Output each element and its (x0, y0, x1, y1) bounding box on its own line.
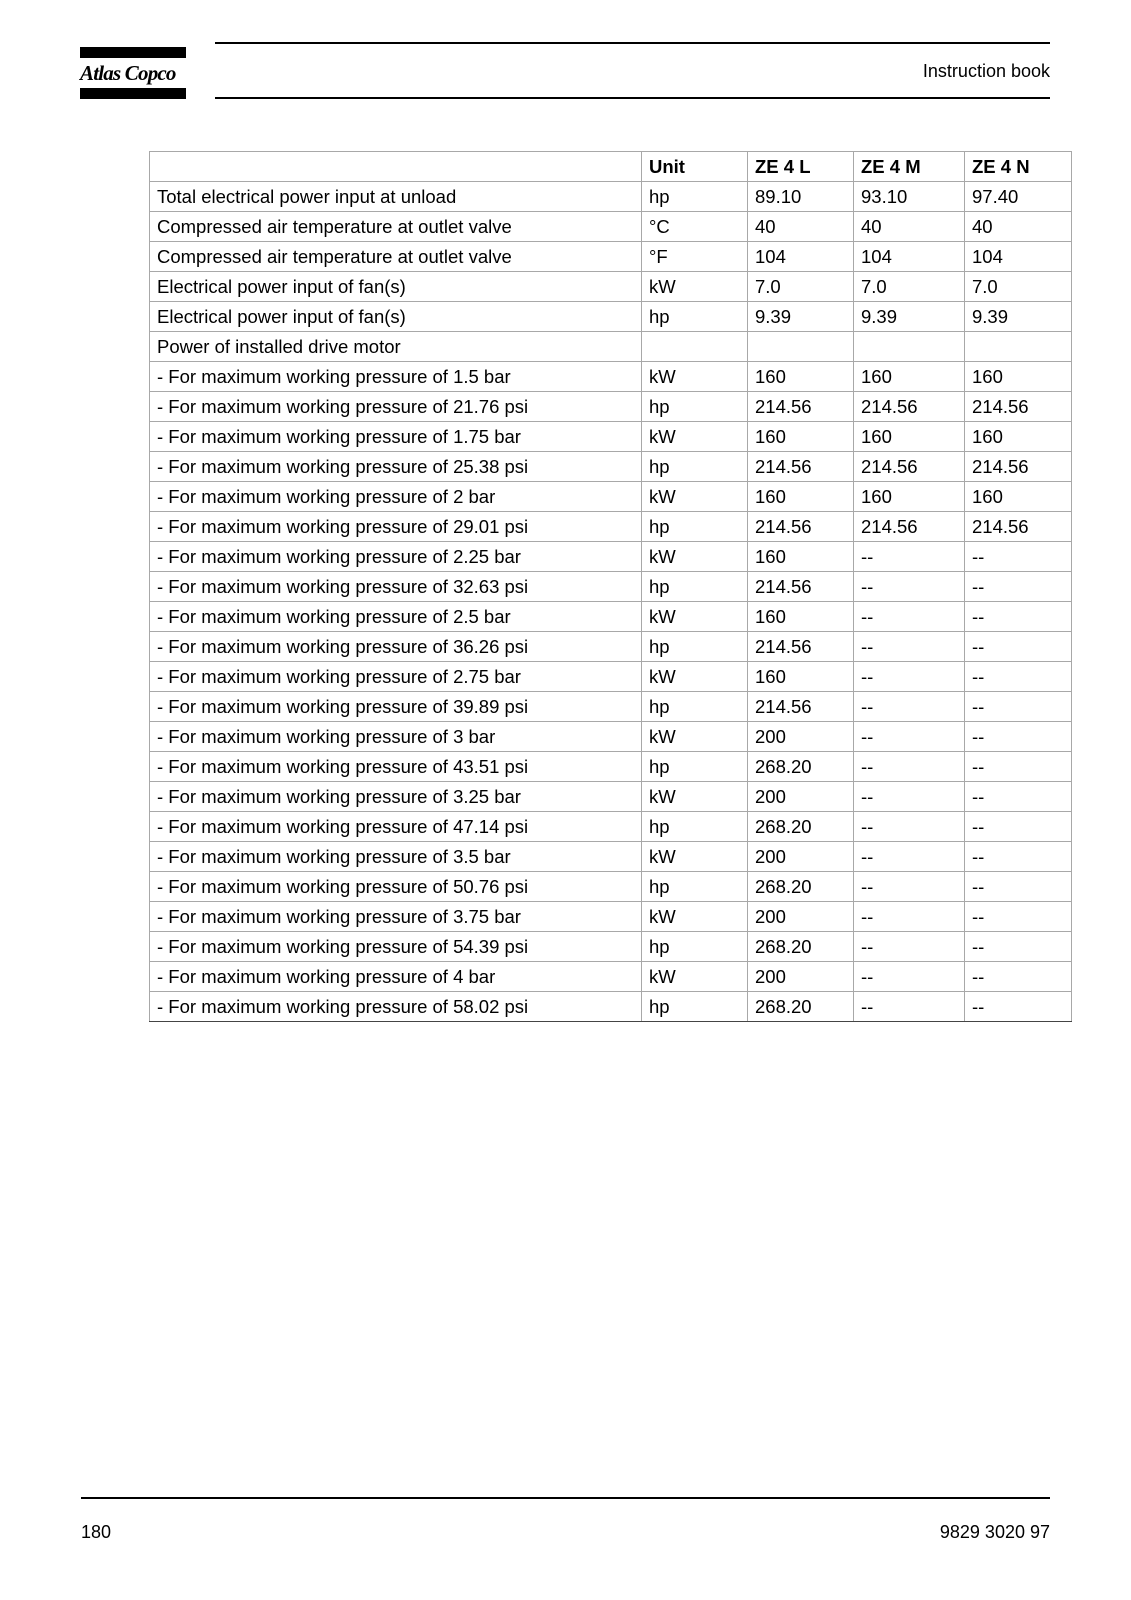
column-header-unit: Unit (642, 152, 748, 182)
cell-ze-4-n (965, 332, 1072, 362)
cell-unit: kW (642, 722, 748, 752)
table-row (150, 902, 1072, 932)
cell-ze-4-m: -- (854, 902, 965, 932)
logo-bar-top (80, 47, 186, 58)
table-row (150, 992, 1072, 1022)
cell-ze-4-m: 104 (854, 242, 965, 272)
cell-unit: hp (642, 572, 748, 602)
cell-ze-4-l: 268.20 (748, 752, 854, 782)
cell-parameter: Electrical power input of fan(s) (150, 302, 642, 332)
cell-unit: hp (642, 992, 748, 1022)
table-row (150, 302, 1072, 332)
cell-ze-4-n: 9.39 (965, 302, 1072, 332)
cell-unit: °F (642, 242, 748, 272)
cell-ze-4-l: 160 (748, 362, 854, 392)
logo-bar-bottom (80, 88, 186, 99)
specification-table (149, 151, 1072, 1022)
cell-parameter: - For maximum working pressure of 2.25 bar (150, 542, 642, 572)
cell-ze-4-m (854, 332, 965, 362)
cell-ze-4-m: 9.39 (854, 302, 965, 332)
table-row (150, 422, 1072, 452)
cell-unit: kW (642, 602, 748, 632)
cell-ze-4-m: 160 (854, 422, 965, 452)
cell-parameter: - For maximum working pressure of 54.39 psi (150, 932, 642, 962)
document-type: Instruction book (922, 61, 1050, 81)
cell-ze-4-n: 160 (965, 482, 1072, 512)
cell-ze-4-m: -- (854, 842, 965, 872)
cell-parameter: - For maximum working pressure of 39.89 psi (150, 692, 642, 722)
cell-parameter: - For maximum working pressure of 2.75 bar (150, 662, 642, 692)
cell-ze-4-n: -- (965, 872, 1072, 902)
cell-ze-4-n: -- (965, 782, 1072, 812)
cell-ze-4-n: -- (965, 812, 1072, 842)
cell-parameter: - For maximum working pressure of 47.14 psi (150, 812, 642, 842)
cell-ze-4-m: 7.0 (854, 272, 965, 302)
cell-unit: kW (642, 962, 748, 992)
cell-ze-4-n: 97.40 (965, 182, 1072, 212)
cell-unit: kW (642, 842, 748, 872)
cell-parameter: - For maximum working pressure of 32.63 psi (150, 572, 642, 602)
cell-ze-4-l: 214.56 (748, 692, 854, 722)
cell-ze-4-l: 214.56 (748, 572, 854, 602)
cell-ze-4-m: -- (854, 602, 965, 632)
cell-ze-4-l: 214.56 (748, 392, 854, 422)
cell-ze-4-l: 200 (748, 782, 854, 812)
cell-unit: hp (642, 452, 748, 482)
cell-parameter: - For maximum working pressure of 1.75 bar (150, 422, 642, 452)
cell-unit: kW (642, 542, 748, 572)
table-row (150, 872, 1072, 902)
cell-unit: hp (642, 692, 748, 722)
cell-ze-4-m: 214.56 (854, 452, 965, 482)
cell-unit: hp (642, 812, 748, 842)
header-rule-bottom (215, 97, 1050, 99)
cell-parameter: - For maximum working pressure of 3.75 bar (150, 902, 642, 932)
cell-ze-4-n: 160 (965, 422, 1072, 452)
cell-parameter: Power of installed drive motor (150, 332, 642, 362)
column-header-ze-4-m: ZE 4 M (854, 152, 965, 182)
cell-ze-4-m: -- (854, 722, 965, 752)
table-row (150, 242, 1072, 272)
cell-parameter: - For maximum working pressure of 21.76 psi (150, 392, 642, 422)
cell-ze-4-m: 93.10 (854, 182, 965, 212)
cell-ze-4-l: 160 (748, 602, 854, 632)
cell-ze-4-n: 214.56 (965, 512, 1072, 542)
table-row (150, 962, 1072, 992)
cell-unit: kW (642, 362, 748, 392)
cell-unit: hp (642, 182, 748, 212)
table-row (150, 662, 1072, 692)
cell-ze-4-l: 160 (748, 662, 854, 692)
column-header-parameter (150, 152, 642, 182)
table-header-row (150, 152, 1072, 182)
cell-ze-4-l: 200 (748, 722, 854, 752)
cell-unit: hp (642, 932, 748, 962)
table-row (150, 182, 1072, 212)
cell-ze-4-m: -- (854, 572, 965, 602)
cell-ze-4-m: -- (854, 662, 965, 692)
cell-ze-4-n: -- (965, 722, 1072, 752)
atlas-copco-logo (80, 47, 186, 99)
table-row (150, 632, 1072, 662)
document-number: 9829 3020 97 (939, 1522, 1050, 1542)
cell-ze-4-l: 7.0 (748, 272, 854, 302)
cell-parameter: - For maximum working pressure of 43.51 psi (150, 752, 642, 782)
column-header-ze-4-n: ZE 4 N (965, 152, 1072, 182)
table-row (150, 452, 1072, 482)
cell-parameter: - For maximum working pressure of 58.02 psi (150, 992, 642, 1022)
cell-parameter: - For maximum working pressure of 4 bar (150, 962, 642, 992)
header-rule-top (215, 42, 1050, 44)
cell-unit: hp (642, 512, 748, 542)
table-row (150, 362, 1072, 392)
cell-ze-4-l: 40 (748, 212, 854, 242)
cell-ze-4-m: -- (854, 962, 965, 992)
table-row (150, 212, 1072, 242)
cell-ze-4-l: 160 (748, 482, 854, 512)
cell-ze-4-n: -- (965, 842, 1072, 872)
table-row (150, 842, 1072, 872)
cell-ze-4-n: 7.0 (965, 272, 1072, 302)
cell-parameter: - For maximum working pressure of 25.38 psi (150, 452, 642, 482)
cell-parameter: - For maximum working pressure of 2 bar (150, 482, 642, 512)
cell-ze-4-n: 104 (965, 242, 1072, 272)
cell-ze-4-l: 214.56 (748, 512, 854, 542)
cell-ze-4-n: 214.56 (965, 392, 1072, 422)
cell-ze-4-l: 214.56 (748, 452, 854, 482)
cell-ze-4-n: -- (965, 572, 1072, 602)
cell-ze-4-n: -- (965, 602, 1072, 632)
cell-parameter: - For maximum working pressure of 3 bar (150, 722, 642, 752)
cell-ze-4-l: 200 (748, 842, 854, 872)
cell-ze-4-m: -- (854, 872, 965, 902)
cell-ze-4-m: -- (854, 632, 965, 662)
cell-parameter: - For maximum working pressure of 36.26 psi (150, 632, 642, 662)
cell-ze-4-l (748, 332, 854, 362)
cell-unit: kW (642, 482, 748, 512)
cell-ze-4-m: 214.56 (854, 392, 965, 422)
table-row (150, 752, 1072, 782)
cell-parameter: - For maximum working pressure of 1.5 bar (150, 362, 642, 392)
cell-unit: °C (642, 212, 748, 242)
logo-brand-text: Atlas Copco (80, 61, 176, 85)
cell-parameter: Total electrical power input at unload (150, 182, 642, 212)
table-row (150, 932, 1072, 962)
cell-ze-4-n: -- (965, 692, 1072, 722)
cell-ze-4-l: 268.20 (748, 872, 854, 902)
cell-parameter: - For maximum working pressure of 3.25 bar (150, 782, 642, 812)
cell-ze-4-m: -- (854, 782, 965, 812)
cell-unit: hp (642, 302, 748, 332)
cell-ze-4-n: -- (965, 932, 1072, 962)
cell-unit: kW (642, 662, 748, 692)
cell-unit: hp (642, 632, 748, 662)
cell-ze-4-l: 268.20 (748, 932, 854, 962)
table-body (150, 182, 1072, 1022)
cell-ze-4-n: 40 (965, 212, 1072, 242)
cell-unit: hp (642, 872, 748, 902)
cell-unit (642, 332, 748, 362)
cell-ze-4-l: 9.39 (748, 302, 854, 332)
table-row (150, 782, 1072, 812)
table-row (150, 332, 1072, 362)
cell-ze-4-m: 214.56 (854, 512, 965, 542)
cell-unit: kW (642, 272, 748, 302)
cell-ze-4-l: 200 (748, 962, 854, 992)
cell-ze-4-n: -- (965, 662, 1072, 692)
table-row (150, 812, 1072, 842)
cell-unit: kW (642, 902, 748, 932)
cell-ze-4-n: -- (965, 542, 1072, 572)
cell-ze-4-l: 268.20 (748, 992, 854, 1022)
cell-ze-4-n: 160 (965, 362, 1072, 392)
cell-ze-4-l: 160 (748, 422, 854, 452)
table-row (150, 692, 1072, 722)
table-row (150, 542, 1072, 572)
cell-parameter: Electrical power input of fan(s) (150, 272, 642, 302)
cell-ze-4-n: -- (965, 632, 1072, 662)
cell-ze-4-l: 200 (748, 902, 854, 932)
cell-unit: kW (642, 422, 748, 452)
table-row (150, 272, 1072, 302)
cell-ze-4-m: -- (854, 752, 965, 782)
table-row (150, 572, 1072, 602)
cell-parameter: Compressed air temperature at outlet valve (150, 242, 642, 272)
cell-ze-4-m: -- (854, 932, 965, 962)
cell-ze-4-l: 214.56 (748, 632, 854, 662)
cell-ze-4-n: -- (965, 992, 1072, 1022)
cell-ze-4-m: -- (854, 992, 965, 1022)
cell-unit: kW (642, 782, 748, 812)
column-header-ze-4-l: ZE 4 L (748, 152, 854, 182)
cell-ze-4-n: 214.56 (965, 452, 1072, 482)
cell-parameter: Compressed air temperature at outlet valve (150, 212, 642, 242)
page-number: 180 (81, 1522, 112, 1542)
cell-ze-4-m: 40 (854, 212, 965, 242)
cell-parameter: - For maximum working pressure of 29.01 psi (150, 512, 642, 542)
cell-ze-4-n: -- (965, 752, 1072, 782)
cell-parameter: - For maximum working pressure of 50.76 psi (150, 872, 642, 902)
cell-unit: hp (642, 392, 748, 422)
cell-ze-4-l: 104 (748, 242, 854, 272)
footer-rule (81, 1497, 1050, 1499)
cell-ze-4-l: 160 (748, 542, 854, 572)
cell-ze-4-m: 160 (854, 362, 965, 392)
cell-ze-4-m: 160 (854, 482, 965, 512)
cell-ze-4-m: -- (854, 542, 965, 572)
table-row (150, 512, 1072, 542)
cell-ze-4-l: 89.10 (748, 182, 854, 212)
table-row (150, 722, 1072, 752)
cell-ze-4-n: -- (965, 902, 1072, 932)
cell-ze-4-n: -- (965, 962, 1072, 992)
table-row (150, 602, 1072, 632)
cell-ze-4-l: 268.20 (748, 812, 854, 842)
cell-parameter: - For maximum working pressure of 2.5 bar (150, 602, 642, 632)
cell-parameter: - For maximum working pressure of 3.5 bar (150, 842, 642, 872)
table-row (150, 392, 1072, 422)
cell-unit: hp (642, 752, 748, 782)
cell-ze-4-m: -- (854, 812, 965, 842)
table-row (150, 482, 1072, 512)
cell-ze-4-m: -- (854, 692, 965, 722)
